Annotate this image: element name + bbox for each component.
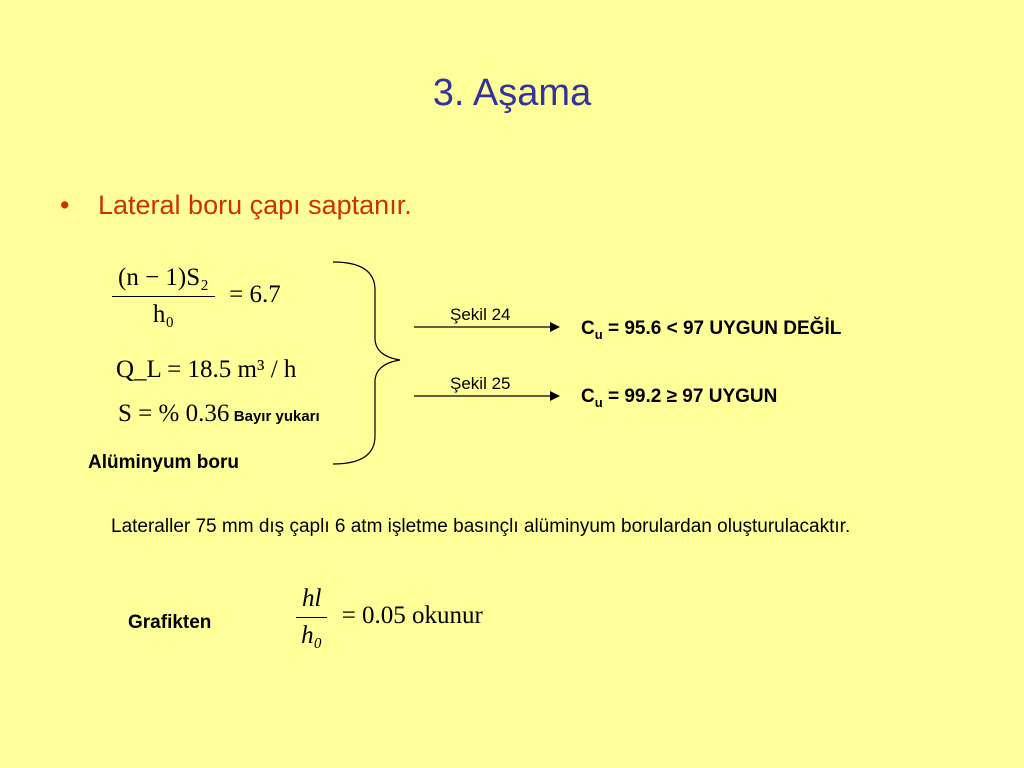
slide-title: 3. Aşama xyxy=(432,72,592,114)
equation-ratio-denominator: h₀ xyxy=(152,301,175,328)
equation-flow: Q_L = 18.5 m³ / h xyxy=(116,356,297,383)
equation-headloss-result: = 0.05 okunur xyxy=(341,602,483,630)
bullet-symbol: • xyxy=(60,190,70,220)
arrow-label-1: Şekil 24 xyxy=(450,305,511,324)
arrow-head-1 xyxy=(550,322,560,332)
equation-slope-note: Bayır yukarı xyxy=(233,408,320,425)
equation-headloss xyxy=(296,585,483,650)
equation-ratio-result: = 6.7 xyxy=(229,281,281,309)
equation-headloss-denominator: h₀ xyxy=(301,622,323,649)
result-2: $C_u = 99.2 \ge 97$ UYGUN xyxy=(581,386,778,410)
equation-slope-value: S = % 0.36 xyxy=(118,400,230,427)
equation-headloss-numerator: hl xyxy=(296,585,327,618)
description-paragraph: Lateraller 75 mm dış çaplı 6 atm işletme basınçlı alüminyum borulardan oluşturulacaktır. xyxy=(111,516,851,537)
curly-brace xyxy=(333,262,400,464)
material-label: Alüminyum boru xyxy=(88,452,239,473)
arrow-head-2 xyxy=(550,391,560,401)
result-1: $C_u = 95.6 < 97$ UYGUN DEĞİL xyxy=(581,318,842,342)
equation-ratio-numerator: (n − 1)S₂ xyxy=(112,264,215,297)
bullet-text: Lateral boru çapı saptanır. xyxy=(98,190,412,220)
graph-label: Grafikten xyxy=(128,612,212,633)
arrow-label-2: Şekil 25 xyxy=(450,374,511,393)
